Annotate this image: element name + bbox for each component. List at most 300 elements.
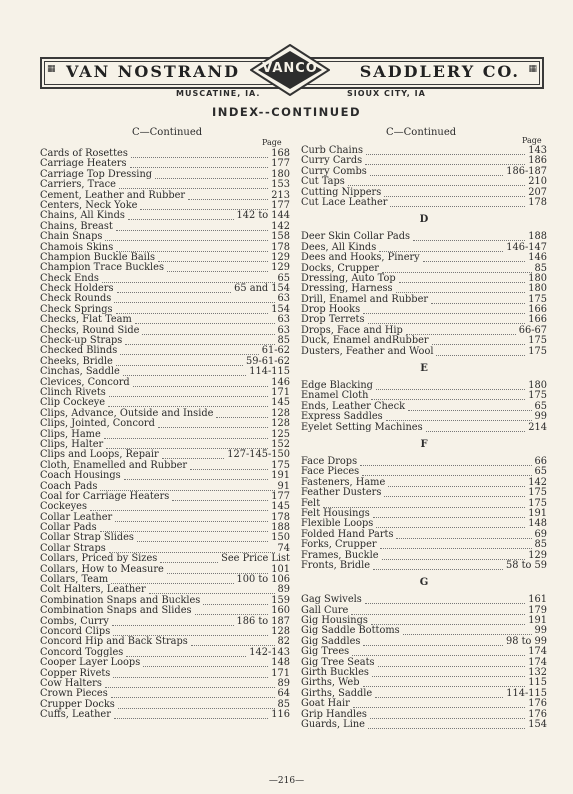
entry-term: Cloth, Enamelled and Rubber: [40, 459, 188, 471]
index-entry: [301, 347, 547, 357]
entry-term: Forks, Crupper: [301, 539, 377, 551]
entry-page: 142 to 144: [236, 210, 290, 222]
index-entry: [301, 253, 547, 263]
entry-term: Carriers, Trace: [40, 179, 116, 191]
entry-page: 69: [534, 528, 547, 540]
entry-page: 59-61-62: [245, 355, 290, 367]
entry-page: 177: [271, 199, 290, 211]
entry-page: 154: [528, 718, 547, 730]
entry-page: 142-143: [249, 646, 290, 658]
entry-page: 171: [271, 667, 290, 679]
entry-term: Feather Dusters: [301, 487, 382, 499]
entry-term: Collar Pads: [40, 522, 97, 534]
entry-term: Combs, Curry: [40, 615, 109, 627]
entry-term: Girths, Saddle: [301, 687, 373, 699]
entry-page: 152: [271, 438, 290, 450]
entry-term: Collar Straps: [40, 542, 106, 554]
entry-page: 207: [528, 186, 547, 198]
entry-term: Face Drops: [301, 455, 358, 467]
index-entry: [40, 710, 290, 720]
entry-page: 145: [271, 501, 290, 513]
entry-page: 132: [528, 667, 547, 679]
dot-leader: [363, 645, 503, 646]
entry-page: 191: [528, 615, 547, 627]
entry-page: 150: [271, 532, 290, 544]
entry-term: Carriage Top Dressing: [40, 168, 153, 180]
dot-leader: [105, 240, 268, 241]
entry-page: 188: [528, 231, 547, 243]
entry-page: 166: [528, 314, 547, 326]
dot-leader: [124, 479, 268, 480]
entry-page: 186 to 187: [236, 615, 290, 627]
dot-leader: [115, 521, 268, 522]
entry-page: 191: [271, 470, 290, 482]
entry-term: Eyelet Setting Machines: [301, 421, 423, 433]
dot-leader: [380, 548, 532, 549]
entry-term: Copper Rivets: [40, 667, 111, 679]
entry-page: 148: [271, 657, 290, 669]
entry-term: Folded Hand Parts: [301, 528, 394, 540]
dot-leader: [131, 157, 268, 158]
entry-page: 99: [534, 411, 547, 423]
dot-leader: [142, 334, 275, 335]
entry-term: Drop Hooks: [301, 304, 361, 316]
index-entry: [40, 180, 290, 190]
dot-leader: [431, 303, 525, 304]
entry-term: Checks, Flat Team: [40, 314, 132, 326]
entry-page: 128: [271, 407, 290, 419]
entry-page: 175: [528, 487, 547, 499]
dot-leader: [125, 344, 275, 345]
entry-term: Felt: [301, 497, 321, 509]
entry-term: Dressing, Auto Top: [301, 272, 396, 284]
dot-leader: [116, 313, 268, 314]
entry-page: 85: [534, 262, 547, 274]
entry-term: Check Springs: [40, 303, 113, 315]
entry-term: Drop Terrets: [301, 314, 365, 326]
entry-page: 100 to 106: [236, 574, 290, 586]
entry-page: 160: [271, 605, 290, 617]
entry-term: Flexible Loops: [301, 518, 374, 530]
entry-term: Dees, All Kinds: [301, 241, 377, 253]
index-entry: [301, 198, 547, 208]
entry-page: 146: [528, 252, 547, 264]
entry-page: 210: [528, 176, 547, 188]
entry-term: Chamois Skins: [40, 241, 114, 253]
entry-term: Checks, Round Side: [40, 324, 140, 336]
entry-term: Clips, Halter: [40, 438, 104, 450]
entry-page: 177: [271, 490, 290, 502]
entry-page: 101: [271, 563, 290, 575]
entry-page: 191: [528, 507, 547, 519]
dot-leader: [426, 431, 525, 432]
entry-term: Gig Saddles: [301, 635, 361, 647]
entry-page: 127-145-150: [227, 449, 290, 461]
entry-term: Felt Housings: [301, 507, 370, 519]
dot-leader: [390, 206, 525, 207]
entry-page: 61-62: [261, 345, 290, 357]
dot-leader: [143, 666, 268, 667]
entry-page: 176: [528, 698, 547, 710]
entry-term: Clips, Jointed, Concord: [40, 418, 155, 430]
dot-leader: [384, 496, 525, 497]
dot-leader: [155, 178, 268, 179]
dot-leader: [365, 603, 525, 604]
entry-term: Coach Pads: [40, 480, 98, 492]
dot-leader: [114, 718, 268, 719]
dot-leader: [365, 164, 525, 165]
entry-page: 213: [271, 189, 290, 201]
dot-leader: [368, 728, 525, 729]
entry-page: 180: [528, 272, 547, 284]
dot-leader: [114, 302, 275, 303]
entry-term: Check Rounds: [40, 293, 112, 305]
entry-term: Centers, Neck Yoke: [40, 199, 138, 211]
entry-page: 82: [277, 636, 290, 648]
dot-leader: [90, 510, 268, 511]
entry-term: Cement, Leather and Rubber: [40, 189, 186, 201]
dot-leader: [351, 614, 525, 615]
entry-page: 153: [271, 179, 290, 191]
vanco-logo: [250, 44, 330, 96]
entry-page: 175: [528, 293, 547, 305]
entry-term: Coach Housings: [40, 470, 121, 482]
entry-page: 65 and 154: [234, 283, 290, 295]
entry-term: Cow Halters: [40, 677, 102, 689]
dot-leader: [360, 465, 532, 466]
entry-page: 175: [271, 459, 290, 471]
dot-leader: [137, 541, 268, 542]
company-name-right: SADDLERY CO.: [359, 62, 520, 81]
entry-term: Cards of Rosettes: [40, 148, 128, 159]
entry-page: 146: [271, 376, 290, 388]
entry-term: Cockeyes: [40, 501, 87, 513]
entry-page: 85: [277, 335, 290, 347]
dot-leader: [123, 375, 246, 376]
section-letter: E: [420, 363, 428, 375]
trademark-badge-left: ▦: [47, 64, 56, 74]
dot-leader: [384, 196, 525, 197]
dot-leader: [158, 427, 268, 428]
entry-page: 177: [271, 158, 290, 170]
entry-page: 178: [271, 511, 290, 523]
entry-page: 178: [271, 241, 290, 253]
dot-leader: [188, 199, 268, 200]
section-letter: G: [419, 577, 429, 589]
entry-page: 186: [528, 155, 547, 167]
entry-term: Fronts, Bridle: [301, 559, 371, 571]
entry-term: Clip Cockeye: [40, 397, 106, 409]
entry-page: 98 to 99: [506, 635, 547, 647]
dot-leader: [396, 538, 532, 539]
entry-term: Collars, Team: [40, 574, 109, 586]
entry-term: Combination Snaps and Buckles: [40, 594, 201, 606]
entry-page: 65: [277, 272, 290, 284]
entry-term: Clinch Rivets: [40, 386, 106, 398]
entry-page: 175: [528, 335, 547, 347]
entry-term: Ends, Leather Check: [301, 400, 406, 412]
entry-page: 171: [271, 386, 290, 398]
entry-term: Cutting Nippers: [301, 186, 382, 198]
dot-leader: [112, 625, 234, 626]
entry-term: Cinchas, Saddle: [40, 366, 120, 378]
left-index-list: [40, 149, 290, 720]
entry-term: Goat Hair: [301, 698, 350, 710]
entry-page: 128: [271, 625, 290, 637]
dot-leader: [370, 175, 503, 176]
entry-page: 179: [528, 604, 547, 616]
entry-term: Chain Snaps: [40, 231, 103, 243]
dot-leader: [190, 469, 268, 470]
dot-leader: [118, 708, 275, 709]
dot-leader: [375, 697, 503, 698]
entry-page: 180: [528, 380, 547, 392]
entry-page: 63: [277, 293, 290, 305]
entry-page: See Price List: [221, 553, 290, 565]
entry-page: 166: [528, 304, 547, 316]
entry-term: Enamel Cloth: [301, 390, 369, 402]
index-entry: [40, 232, 290, 242]
entry-term: Curry Cards: [301, 155, 363, 167]
entry-page: 214: [528, 421, 547, 433]
section-letter: D: [419, 214, 429, 226]
entry-term: Cooper Layer Loops: [40, 657, 141, 669]
dot-leader: [113, 677, 268, 678]
entry-term: Girths, Web: [301, 677, 360, 689]
entry-page: 145: [271, 397, 290, 409]
entry-term: Check Ends: [40, 272, 99, 284]
entry-term: Clips, Hame: [40, 428, 101, 440]
entry-term: Clevices, Concord: [40, 376, 130, 388]
entry-page: 161: [528, 594, 547, 606]
city-left: MUSCATINE, IA.: [176, 89, 261, 98]
index-entry: [40, 658, 290, 668]
entry-page: 85: [277, 698, 290, 710]
entry-term: Colt Halters, Leather: [40, 584, 146, 596]
dot-leader: [167, 271, 268, 272]
entry-page: 65: [534, 400, 547, 412]
entry-term: Collars, How to Measure: [40, 563, 164, 575]
entry-term: Guards, Line: [301, 718, 365, 730]
section-letter: F: [420, 438, 428, 450]
page-title: INDEX--CONTINUED: [211, 105, 362, 119]
dot-leader: [373, 517, 525, 518]
entry-page: 180: [528, 283, 547, 295]
entry-term: Crown Pieces: [40, 688, 108, 700]
right-page-label: Page: [522, 136, 542, 145]
entry-term: Cut Taps: [301, 176, 345, 188]
dot-leader: [116, 365, 243, 366]
entry-term: Duck, Enamel andRubber: [301, 335, 429, 347]
dot-leader: [432, 344, 525, 345]
vanco-logo-text: VANCO: [262, 61, 318, 76]
dot-leader: [363, 686, 525, 687]
entry-term: Crupper Docks: [40, 698, 115, 710]
entry-term: Frames, Buckle: [301, 549, 379, 561]
entry-term: Curry Combs: [301, 165, 367, 177]
trademark-badge-right: ▦: [528, 64, 537, 74]
dot-leader: [372, 676, 525, 677]
dot-leader: [382, 559, 525, 560]
entry-page: 158: [271, 231, 290, 243]
entry-term: Concord Hip and Back Straps: [40, 636, 188, 648]
entry-page: 178: [528, 196, 547, 208]
entry-page: 142: [271, 220, 290, 232]
dot-leader: [109, 396, 268, 397]
entry-term: Fasteners, Hame: [301, 476, 386, 488]
entry-term: Curb Chains: [301, 145, 363, 156]
dot-leader: [376, 389, 525, 390]
dot-leader: [399, 282, 525, 283]
index-entry: [301, 488, 547, 498]
entry-term: Cheeks, Bridle: [40, 355, 113, 367]
entry-page: 174: [528, 646, 547, 658]
entry-page: 125: [271, 428, 290, 440]
entry-term: Grip Handles: [301, 708, 367, 720]
dot-leader: [366, 154, 525, 155]
entry-page: 114-115: [249, 366, 290, 378]
entry-page: 89: [277, 677, 290, 689]
entry-page: 129: [271, 251, 290, 263]
entry-term: Coal for Carriage Heaters: [40, 490, 170, 502]
dot-leader: [117, 292, 231, 293]
dot-leader: [160, 562, 218, 563]
entry-page: 99: [534, 625, 547, 637]
entry-term: Chains, Breast: [40, 220, 113, 232]
dot-leader: [128, 219, 234, 220]
entry-term: Clips and Loops, Repair: [40, 449, 159, 461]
entry-term: Edge Blacking: [301, 380, 373, 392]
entry-term: Gig Tree Seats: [301, 656, 375, 668]
page-number-footer: —216—: [268, 776, 305, 786]
entry-page: 65: [534, 466, 547, 478]
entry-page: 175: [528, 497, 547, 509]
dot-leader: [120, 354, 259, 355]
dot-leader: [126, 656, 246, 657]
dot-leader: [203, 604, 268, 605]
index-entry: [301, 561, 547, 571]
entry-term: Cut Lace Leather: [301, 196, 388, 208]
dot-leader: [352, 655, 525, 656]
entry-term: Collars, Priced by Sizes: [40, 553, 158, 565]
entry-page: 168: [271, 148, 290, 159]
entry-term: Face Pieces: [301, 466, 360, 478]
index-entry: [301, 540, 547, 550]
dot-leader: [172, 500, 268, 501]
entry-page: 63: [277, 314, 290, 326]
right-index-list: [301, 146, 547, 730]
dot-leader: [104, 438, 268, 439]
entry-term: Champion Buckle Bails: [40, 251, 155, 263]
left-page-label: Page: [262, 138, 282, 147]
entry-term: Concord Toggles: [40, 646, 124, 658]
entry-term: Drill, Enamel and Rubber: [301, 293, 429, 305]
entry-page: 66-67: [518, 324, 547, 336]
index-entry: [40, 471, 290, 481]
entry-term: Chains, All Kinds: [40, 210, 125, 222]
index-entry: [40, 419, 290, 429]
entry-term: Dees and Hooks, Pinery: [301, 252, 420, 264]
dot-leader: [370, 718, 525, 719]
entry-term: Combination Snaps and Slides: [40, 605, 192, 617]
entry-page: 91: [277, 480, 290, 492]
entry-term: Collar Strap Slides: [40, 532, 134, 544]
entry-term: Gig Housings: [301, 615, 368, 627]
entry-term: Champion Trace Buckles: [40, 262, 165, 274]
entry-page: 188: [271, 522, 290, 534]
dot-leader: [423, 261, 525, 262]
entry-page: 142: [528, 476, 547, 488]
entry-page: 128: [271, 418, 290, 430]
city-right: SIOUX CITY, IA: [347, 89, 426, 98]
entry-term: Drops, Face and Hip: [301, 324, 403, 336]
entry-page: 175: [528, 345, 547, 357]
dot-leader: [376, 527, 525, 528]
entry-page: 58 to 59: [506, 559, 547, 571]
entry-page: 186-187: [506, 165, 547, 177]
dot-leader: [363, 313, 525, 314]
entry-page: 66: [534, 455, 547, 467]
entry-page: 129: [271, 262, 290, 274]
entry-page: 74: [277, 542, 290, 554]
entry-page: 174: [528, 656, 547, 668]
entry-page: 154: [271, 303, 290, 315]
dot-leader: [135, 323, 275, 324]
index-entry: [301, 177, 547, 187]
index-entry: [301, 423, 547, 433]
entry-page: 89: [277, 584, 290, 596]
entry-term: Dusters, Feather and Wool: [301, 345, 434, 357]
entry-page: 114-115: [506, 687, 547, 699]
entry-page: 64: [277, 688, 290, 700]
dot-leader: [382, 272, 532, 273]
entry-term: Carriage Heaters: [40, 158, 127, 170]
entry-term: Collar Leather: [40, 511, 113, 523]
entry-page: 143: [528, 145, 547, 156]
dot-leader: [116, 230, 268, 231]
dot-leader: [408, 410, 532, 411]
dot-leader: [111, 697, 275, 698]
entry-term: Check Holders: [40, 283, 114, 295]
dot-leader: [353, 707, 525, 708]
dot-leader: [378, 666, 525, 667]
entry-term: Checked Blinds: [40, 345, 118, 357]
entry-page: 129: [528, 549, 547, 561]
right-column-heading: C—Continued: [386, 127, 457, 138]
entry-page: 85: [534, 539, 547, 551]
dot-leader: [436, 355, 525, 356]
entry-page: 146-147: [506, 241, 547, 253]
entry-page: 159: [271, 594, 290, 606]
entry-term: Girth Buckles: [301, 667, 369, 679]
entry-term: Concord Clips: [40, 625, 111, 637]
entry-term: Deer Skin Collar Pads: [301, 231, 411, 243]
dot-leader: [158, 261, 268, 262]
entry-term: Gig Trees: [301, 646, 350, 658]
dot-leader: [362, 475, 532, 476]
entry-term: Docks, Crupper: [301, 262, 379, 274]
dot-leader: [388, 486, 525, 487]
entry-term: Gig Saddle Bottoms: [301, 625, 400, 637]
entry-term: Check-up Straps: [40, 335, 123, 347]
entry-page: 116: [271, 709, 290, 721]
entry-term: Dressing, Harness: [301, 283, 393, 295]
entry-page: 63: [277, 324, 290, 336]
dot-leader: [133, 386, 268, 387]
entry-page: 115: [528, 677, 547, 689]
entry-term: Clips, Advance, Outside and Inside: [40, 407, 214, 419]
entry-page: 175: [528, 390, 547, 402]
